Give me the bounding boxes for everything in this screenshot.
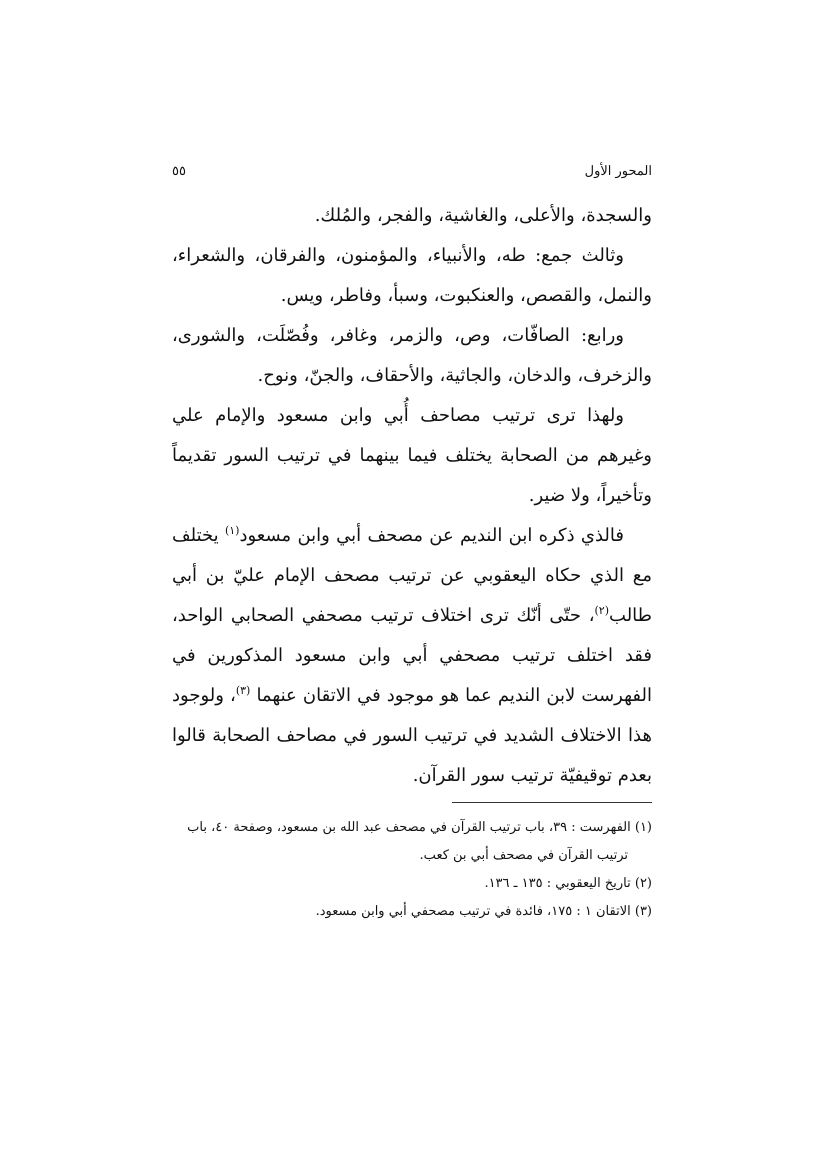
footnote-2: (٢) تاريخ اليعقوبي : ١٣٥ ـ ١٣٦.: [484, 876, 652, 891]
text-segment: ، ولوجود هذا الاختلاف الشديد في ترتيب السور في مصاحف الصحابة قالوا بعدم توقيفيّة ترتيب سور القرآن.: [172, 685, 652, 786]
text-segment: فالذي ذكره ابن النديم عن مصحف أبي وابن مسعود: [239, 525, 624, 546]
footnote-ref-3[interactable]: (٣): [235, 684, 251, 697]
page-number: ٥٥: [172, 164, 186, 179]
footnote-1-continuation: ترتيب القرآن في مصحف أبي بن كعب.: [419, 848, 628, 863]
text-segment: يختلف مع الذي حكاه اليعقوبي عن ترتيب مصحف الإمام عليّ بن أبي طالب: [172, 525, 652, 626]
paragraph-fourth-group: ورابع: الصافّات، وص، والزمر، وغافر، وفُصّلَت، والشورى، والزخرف، والدخان، والجاثية، والأحقاف، والجنّ، ونوح.: [172, 325, 652, 386]
footnote-ref-1[interactable]: (١): [224, 524, 240, 537]
paragraph-third-group: وثالث جمع: طه، والأنبياء، والمؤمنون، والفرقان، والشعراء، والنمل، والقصص، والعنكبوت، وسبأ، وفاطر، ويس.: [172, 245, 652, 306]
running-header: [172, 160, 652, 184]
footnote-3: (٣) الاتقان ١ : ١٧٥، فائدة في ترتيب مصحفي أبي وابن مسعود.: [315, 904, 652, 919]
paragraph-surah-list-end: والسجدة، والأعلى، والغاشية، والفجر، والمُلك.: [314, 205, 652, 226]
footnotes: [172, 814, 652, 926]
paragraph-ibn-nadim: [172, 516, 652, 796]
footnote-ref-2[interactable]: (٢): [594, 604, 610, 617]
footnote-separator: [452, 802, 652, 803]
paragraph-companions-order: ولهذا ترى ترتيب مصاحف أُبي وابن مسعود والإمام علي وغيرهم من الصحابة يختلف فيما بينهما في ترتيب السور تقديماً وتأخيراً، ولا ضير.: [172, 405, 652, 506]
footnote-1: (١) الفهرست : ٣٩، باب ترتيب القرآن في مصحف عبد الله بن مسعود، وصفحة ٤٠، باب: [187, 820, 652, 835]
main-text: [172, 196, 652, 796]
chapter-title: المحور الأول: [584, 164, 652, 179]
text-segment: ، حتّى أنّك ترى اختلاف ترتيب مصحفي الصحابي الواحد، فقد اختلف ترتيب مصحفي أبي وابن مسعود المذكورين في الفهرست لابن النديم عما هو موجود في الاتقان عنهما: [172, 605, 652, 706]
